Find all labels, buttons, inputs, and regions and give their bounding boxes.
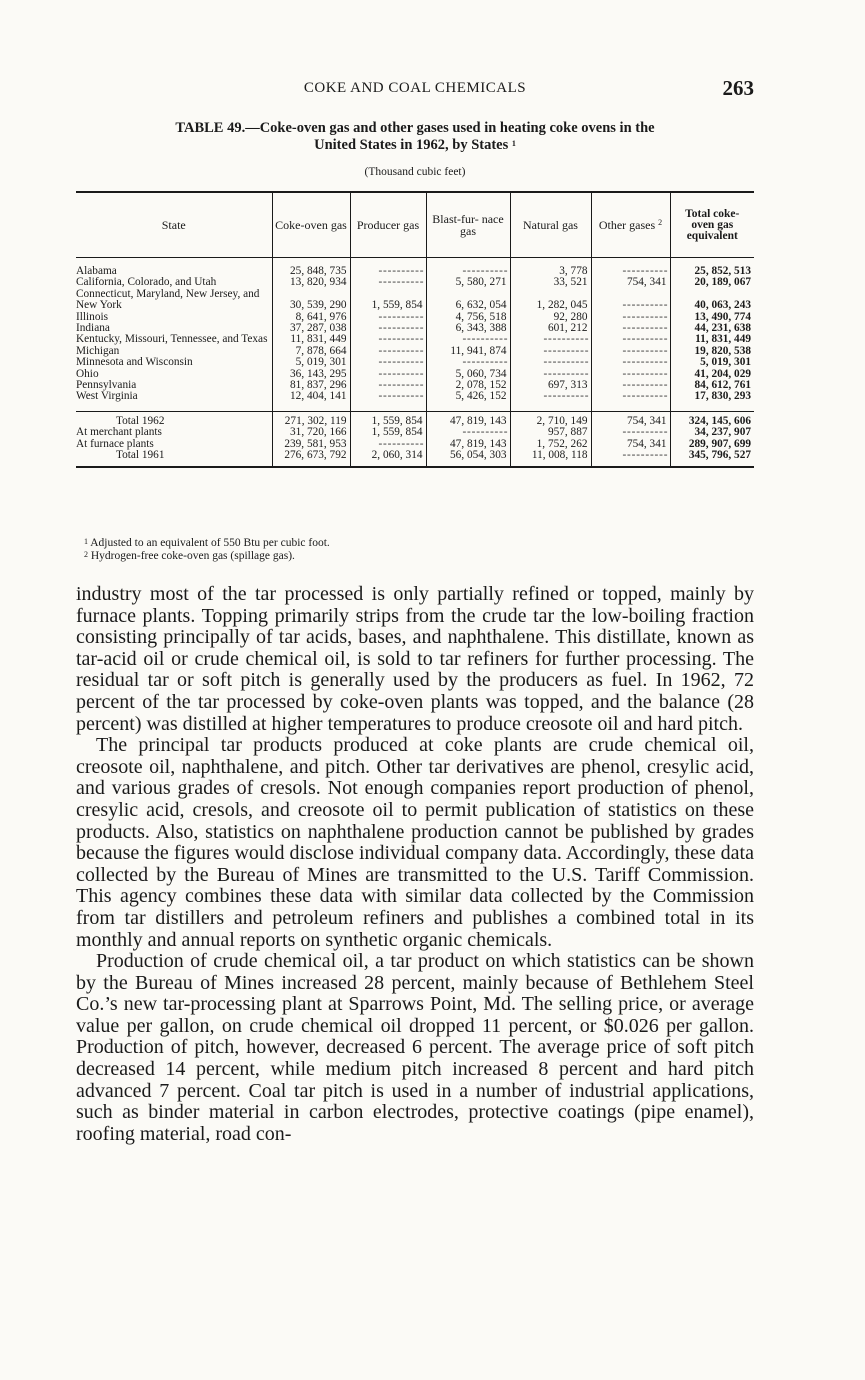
gas-usage-table xyxy=(76,191,754,468)
empty-cell-dashes: - - - - - - - - - - xyxy=(543,356,588,369)
empty-cell-dashes: - - - - - - - - - - xyxy=(378,437,423,450)
state-cell: Kentucky, Missouri, Tennessee, and Texas xyxy=(76,333,268,346)
table-cell: 44, 231, 638 xyxy=(670,323,754,334)
state-cell: Total 1961 xyxy=(76,450,272,466)
table-cell xyxy=(591,391,670,402)
empty-cell-dashes: - - - - - - - - - - xyxy=(622,379,667,392)
empty-cell-dashes: - - - - - - - - - - xyxy=(378,276,423,289)
table-cell: 56, 054, 303 xyxy=(426,450,510,466)
empty-cell-dashes: - - - - - - - - - - xyxy=(462,265,507,277)
table-title-line2: United States in 1962, by States $^1$ xyxy=(314,137,516,153)
table-cell xyxy=(591,427,670,438)
table-cell: 13, 820, 934 xyxy=(272,277,350,288)
state-cell: Total 1962 xyxy=(76,411,272,427)
table-cell: 2, 060, 314 xyxy=(350,450,426,466)
table-cell: 47, 819, 143 xyxy=(426,411,510,427)
table-cell: 25, 848, 735 xyxy=(272,266,350,277)
footnote: $^2$ Hydrogen-free coke-oven gas (spillage gas). xyxy=(84,550,295,562)
empty-cell-dashes: - - - - - - - - - - xyxy=(622,333,667,346)
table-cell: 11, 831, 449 xyxy=(272,334,350,345)
table-header-row xyxy=(76,192,754,258)
state-cell: California, Colorado, and Utah xyxy=(76,276,217,289)
table-cell: 40, 063, 243 xyxy=(670,289,754,312)
table-cell: 41, 204, 029 xyxy=(670,369,754,380)
table-cell: 81, 837, 296 xyxy=(272,380,350,391)
state-cell: Indiana xyxy=(76,322,110,335)
page-number: 263 xyxy=(722,76,754,100)
empty-cell-dashes: - - - - - - - - - - xyxy=(378,265,423,277)
empty-cell-dashes: - - - - - - - - - - xyxy=(462,426,507,439)
state-rows xyxy=(76,258,754,412)
table-cell: 5, 580, 271 xyxy=(426,277,510,288)
state-cell: At merchant plants xyxy=(76,426,162,439)
table-cell xyxy=(591,289,670,312)
column-header: Producer gas xyxy=(350,192,426,258)
table-row xyxy=(76,411,754,427)
table-cell xyxy=(350,391,426,402)
total-rows xyxy=(76,411,754,466)
state-cell: Michigan xyxy=(76,344,120,357)
table-cell: 11, 941, 874 xyxy=(426,346,510,357)
empty-cell-dashes: - - - - - - - - - - xyxy=(378,390,423,403)
table-cell: 33, 521 xyxy=(510,277,591,288)
table-cell: 8, 641, 976 xyxy=(272,312,350,323)
table-cell: 37, 287, 038 xyxy=(272,323,350,334)
state-cell: West Virginia xyxy=(76,390,138,403)
footnote-ref: 1 xyxy=(511,139,516,148)
state-cell: Ohio xyxy=(76,367,99,380)
table-cell: 6, 343, 388 xyxy=(426,323,510,334)
table-cell: 92, 280 xyxy=(510,312,591,323)
empty-cell-dashes: - - - - - - - - - - xyxy=(462,356,507,369)
table-cell: 34, 237, 907 xyxy=(670,427,754,438)
table-cell: 697, 313 xyxy=(510,380,591,391)
table-cell: 1, 559, 854 xyxy=(350,427,426,438)
table-cell: 271, 302, 119 xyxy=(272,411,350,427)
footnote-ref: 2 xyxy=(658,217,663,227)
state-cell: At furnace plants xyxy=(76,437,154,450)
table-row xyxy=(76,289,754,312)
table-units: (Thousand cubic feet) xyxy=(364,166,466,178)
table-cell: 12, 404, 141 xyxy=(272,391,350,402)
empty-cell-dashes: - - - - - - - - - - xyxy=(622,299,667,312)
column-header: Natural gas xyxy=(510,192,591,258)
table-cell: 2, 078, 152 xyxy=(426,380,510,391)
state-cell: Pennsylvania xyxy=(76,379,137,392)
empty-cell-dashes: - - - - - - - - - - xyxy=(622,344,667,357)
body-text xyxy=(76,584,754,1145)
empty-cell-dashes: - - - - - - - - - - xyxy=(622,390,667,403)
table-row xyxy=(76,391,754,402)
table-title xyxy=(76,120,754,154)
table-cell: 5, 019, 301 xyxy=(670,357,754,368)
running-title: COKE AND COAL CHEMICALS xyxy=(303,80,527,96)
empty-cell-dashes: - - - - - - - - - - xyxy=(378,356,423,369)
table-cell: 345, 796, 527 xyxy=(670,450,754,466)
empty-cell-dashes: - - - - - - - - - - xyxy=(622,265,667,277)
table-cell xyxy=(591,450,670,466)
empty-cell-dashes: - - - - - - - - - - xyxy=(622,322,667,335)
table-cell: 276, 673, 792 xyxy=(272,450,350,466)
state-cell: Illinois xyxy=(76,310,109,323)
table-cell: 3, 778 xyxy=(510,266,591,277)
table-footnotes xyxy=(76,537,754,563)
table-cell: 31, 720, 166 xyxy=(272,427,350,438)
table-cell: 36, 143, 295 xyxy=(272,369,350,380)
empty-cell-dashes: - - - - - - - - - - xyxy=(543,390,588,403)
column-header: Total coke- oven gas equivalent xyxy=(670,192,754,258)
footnote: $^1$ Adjusted to an equivalent of 550 Btu per cubic foot. xyxy=(84,537,330,549)
empty-cell-dashes: - - - - - - - - - - xyxy=(378,367,423,380)
table-cell xyxy=(350,277,426,288)
table-cell: 4, 756, 518 xyxy=(426,312,510,323)
table-cell: 754, 341 xyxy=(591,277,670,288)
table-cell: 239, 581, 953 xyxy=(272,439,350,450)
column-header: Blast-fur- nace gas xyxy=(426,192,510,258)
empty-cell-dashes: - - - - - - - - - - xyxy=(378,310,423,323)
empty-cell-dashes: - - - - - - - - - - xyxy=(462,333,507,346)
table-cell: 5, 060, 734 xyxy=(426,369,510,380)
table-cell: 324, 145, 606 xyxy=(670,411,754,427)
column-header: Other gases $^2$ xyxy=(591,192,670,258)
empty-cell-dashes: - - - - - - - - - - xyxy=(543,344,588,357)
table-cell xyxy=(426,427,510,438)
table-cell: 20, 189, 067 xyxy=(670,277,754,288)
paragraph: industry most of the tar processed is only partially refined or topped, mainly by furnace plants. Topping primarily strips from the crude tar the low-boiling fraction consisting principally of tar acids, bases, and naphthalene. This distillate, known as tar-acid oil or crude chemical oil, is sold to tar refiners for further processing. The residual tar or soft pitch is generally used by the producers as fuel. In 1962, 72 percent of the tar processed by coke-oven plants was topped, and the balance (28 percent) was distilled at higher temperatures to produce creosote oil and hard pitch. xyxy=(76,583,754,735)
table-cell: 17, 830, 293 xyxy=(670,391,754,402)
column-header: Coke-oven gas xyxy=(272,192,350,258)
table-cell: 25, 852, 513 xyxy=(670,266,754,277)
empty-cell-dashes: - - - - - - - - - - xyxy=(622,449,667,462)
table-cell: 6, 632, 054 xyxy=(426,289,510,312)
table-cell: 289, 907, 699 xyxy=(670,439,754,450)
table-cell: 11, 831, 449 xyxy=(670,334,754,345)
table-cell xyxy=(510,391,591,402)
empty-cell-dashes: - - - - - - - - - - xyxy=(622,356,667,369)
paragraph: Production of crude chemical oil, a tar product on which statistics can be shown by the Bureau of Mines increased 28 percent, mainly because of Bethlehem Steel Co.’s new tar-processing plant at Sparrows Point, Md. The selling price, or average value per gallon, on crude chemical oil dropped 11 percent, or $0.026 per gallon. Production of pitch, however, decreased 6 percent. The average price of soft pitch decreased 14 percent, while medium pitch increased 8 percent and hard pitch advanced 7 percent. Coal tar pitch is used in a number of industrial applications, such as binder material in carbon electrodes, protective coatings (pipe enamel), roofing material, road con- xyxy=(76,950,754,1145)
table-cell: 601, 212 xyxy=(510,323,591,334)
table-cell: 5, 019, 301 xyxy=(272,357,350,368)
table-cell: 1, 752, 262 xyxy=(510,439,591,450)
table-cell: 13, 490, 774 xyxy=(670,312,754,323)
table-cell: 84, 612, 761 xyxy=(670,380,754,391)
state-cell: Minnesota and Wisconsin xyxy=(76,356,193,369)
empty-cell-dashes: - - - - - - - - - - xyxy=(543,333,588,346)
table-cell: 47, 819, 143 xyxy=(426,439,510,450)
table-cell: 7, 878, 664 xyxy=(272,346,350,357)
table-title-line1: TABLE 49.—Coke-oven gas and other gases used in heating coke ovens in the xyxy=(175,120,655,136)
table-cell: 754, 341 xyxy=(591,439,670,450)
table-cell: 1, 559, 854 xyxy=(350,289,426,312)
table-cell: 19, 820, 538 xyxy=(670,346,754,357)
state-cell: Connecticut, Maryland, New Jersey, and New York xyxy=(76,287,260,312)
table-cell: 5, 426, 152 xyxy=(426,391,510,402)
table-cell: 2, 710, 149 xyxy=(510,411,591,427)
empty-cell-dashes: - - - - - - - - - - xyxy=(622,310,667,323)
table-cell: 957, 887 xyxy=(510,427,591,438)
empty-cell-dashes: - - - - - - - - - - xyxy=(378,333,423,346)
state-cell: Alabama xyxy=(76,265,117,277)
column-header: State xyxy=(76,192,272,258)
empty-cell-dashes: - - - - - - - - - - xyxy=(622,367,667,380)
table-cell: 1, 282, 045 xyxy=(510,289,591,312)
table-cell xyxy=(426,357,510,368)
running-head xyxy=(76,76,754,100)
empty-cell-dashes: - - - - - - - - - - xyxy=(378,379,423,392)
empty-cell-dashes: - - - - - - - - - - xyxy=(378,322,423,335)
empty-cell-dashes: - - - - - - - - - - xyxy=(378,344,423,357)
table-cell: 754, 341 xyxy=(591,411,670,427)
table-cell: 1, 559, 854 xyxy=(350,411,426,427)
paragraph: The principal tar products produced at coke plants are crude chemical oil, creosote oil, naphthalene, and pitch. Other tar derivatives are phenol, cresylic acid, and various grades of cresols. Not enough companies report production of phenol, cresylic acid, cresols, and creosote oil to permit publication of statistics on these products. Also, statistics on naphthalene production cannot be published by grades because the figures would disclose individual company data. Accordingly, these data collected by the Bureau of Mines are transmitted to the U.S. Tariff Commission. This agency combines these data with similar data collected by the Commission from tar distillers and petroleum refiners and publishes a combined total in its monthly and annual reports on synthetic organic chemicals. xyxy=(76,734,754,951)
empty-cell-dashes: - - - - - - - - - - xyxy=(622,426,667,439)
empty-cell-dashes: - - - - - - - - - - xyxy=(543,367,588,380)
table-cell: 11, 008, 118 xyxy=(510,450,591,466)
table-cell: 30, 539, 290 xyxy=(272,289,350,312)
table-row xyxy=(76,450,754,466)
